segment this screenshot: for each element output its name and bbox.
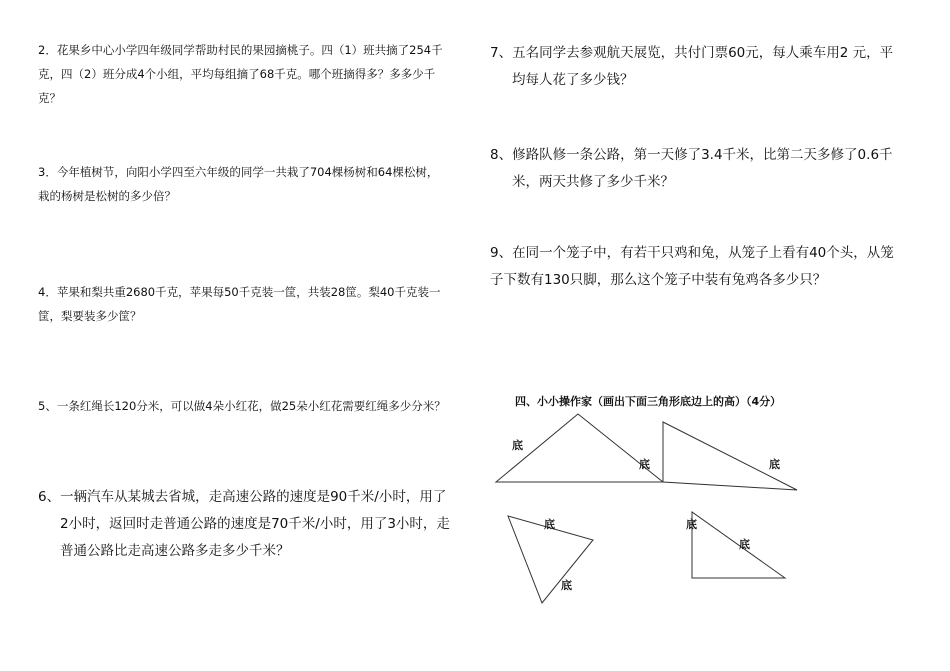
question-7-line-2: 均每人花了多少钱？	[512, 72, 634, 88]
question-4-line-2: 筐，梨要装多少筐？	[38, 309, 142, 323]
question-2-line-3: 克？	[38, 91, 61, 105]
question-4-line-1: 4．苹果和梨共重2680千克，苹果每50千克装一筐，共装28筐。梨40千克装一	[38, 285, 441, 299]
question-6-line-3: 普通公路比走高速公路多走多少千米？	[60, 543, 290, 559]
triangle-4-base-label: 底	[739, 538, 750, 551]
question-8-line-1: 8、修路队修一条公路，第一天修了3.4千米，比第二天多修了0.6千	[490, 147, 893, 163]
question-7-line-1: 7、五名同学去参观航天展览，共付门票60元，每人乘车用2 元，平	[490, 45, 894, 61]
question-9-line-2: 子下数有130只脚，那么这个笼子中装有兔鸡各多少只？	[490, 272, 827, 288]
question-2-line-1: 2．花果乡中心小学四年级同学帮助村民的果园摘桃子。四（1）班共摘了254千	[38, 43, 443, 57]
triangle-1-base-label: 底	[639, 458, 650, 471]
question-2-line-2: 克，四（2）班分成4个小组，平均每组摘了68千克。哪个班摘得多？多多少千	[38, 67, 436, 81]
triangle-1-side-label: 底	[512, 439, 523, 452]
triangle-3-bottom-label: 底	[561, 579, 572, 592]
triangle-4-edge-mark: 底	[686, 518, 697, 531]
question-8-line-2: 米，两天共修了多少千米？	[512, 174, 674, 190]
question-9-line-1: 9、在同一个笼子中，有若干只鸡和兔，从笼子上看有40个头，从笼	[490, 245, 894, 261]
question-6-line-2: 2小时，返回时走普通公路的速度是70千米/小时，用了3小时，走	[60, 516, 450, 532]
question-5-line-1: 5、一条红绳长120分米，可以做4朵小红花，做25朵小红花需要红绳多少分米？	[38, 399, 446, 413]
question-3-line-2: 栽的杨树是松树的多少倍？	[38, 189, 176, 203]
question-3-line-1: 3．今年植树节，向阳小学四至六年级的同学一共栽了704棵杨树和64棵松树，	[38, 165, 439, 179]
triangle-3-top-label: 底	[544, 518, 555, 531]
triangle-2-base-label: 底	[769, 458, 780, 471]
section-4-heading: 四、小小操作家（画出下面三角形底边上的高）（4分）	[515, 395, 782, 408]
question-6-line-1: 6、一辆汽车从某城去省城，走高速公路的速度是90千米/小时，用了	[38, 489, 447, 505]
